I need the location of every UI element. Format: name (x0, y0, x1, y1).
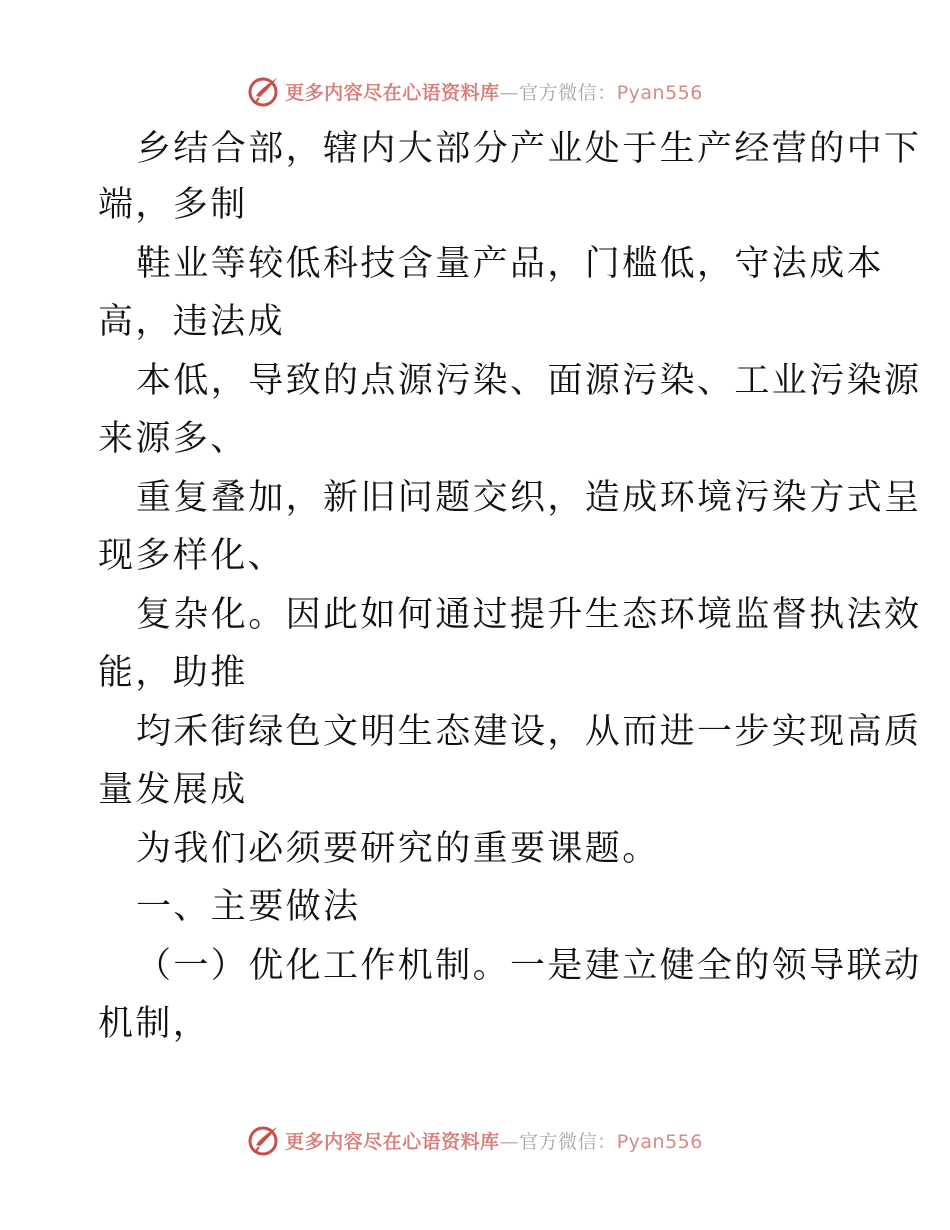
text-line: 量发展成 (98, 770, 248, 810)
text-line: 现多样化、 (98, 536, 286, 576)
watermark-separator: — (499, 81, 520, 104)
text-line: 机制， (98, 1004, 211, 1044)
quill-seal-icon (247, 1123, 281, 1157)
watermark-wechat-id: Pyan556 (616, 81, 703, 104)
watermark-brand: 更多内容尽在心语资料库 (285, 81, 500, 104)
quill-seal-icon (247, 74, 281, 108)
text-line: 鞋业等较低科技含量产品，门槛低，守法成本 (136, 244, 885, 284)
text-line: 重复叠加，新旧问题交织，造成环境污染方式呈 (136, 478, 922, 518)
text-line: 本低，导致的点源污染、面源污染、工业污染源 (136, 361, 922, 401)
watermark-wechat-label: 官方微信： (519, 81, 617, 104)
text-line: 乡结合部，辖内大部分产业处于生产经营的中下 (136, 129, 922, 169)
footer-watermark (0, 1120, 950, 1160)
watermark-wechat-id: Pyan556 (616, 1130, 703, 1153)
text-line: 复杂化。因此如何通过提升生态环境监督执法效 (136, 595, 922, 635)
watermark-wechat-label: 官方微信： (519, 1130, 617, 1153)
text-line: 高，违法成 (98, 302, 286, 342)
watermark-brand: 更多内容尽在心语资料库 (285, 1130, 500, 1153)
section-heading: 一、主要做法 (136, 887, 361, 927)
text-line: 均禾街绿色文明生态建设，从而进一步实现高质 (136, 712, 922, 752)
text-line: 能，助推 (98, 653, 248, 693)
text-line: （一）优化工作机制。一是建立健全的领导联动 (136, 946, 922, 986)
header-watermark (0, 71, 950, 111)
text-line: 来源多、 (98, 419, 248, 459)
text-line: 为我们必须要研究的重要课题。 (136, 829, 660, 869)
watermark-separator: — (499, 1130, 520, 1153)
text-line: 端，多制 (98, 185, 248, 225)
